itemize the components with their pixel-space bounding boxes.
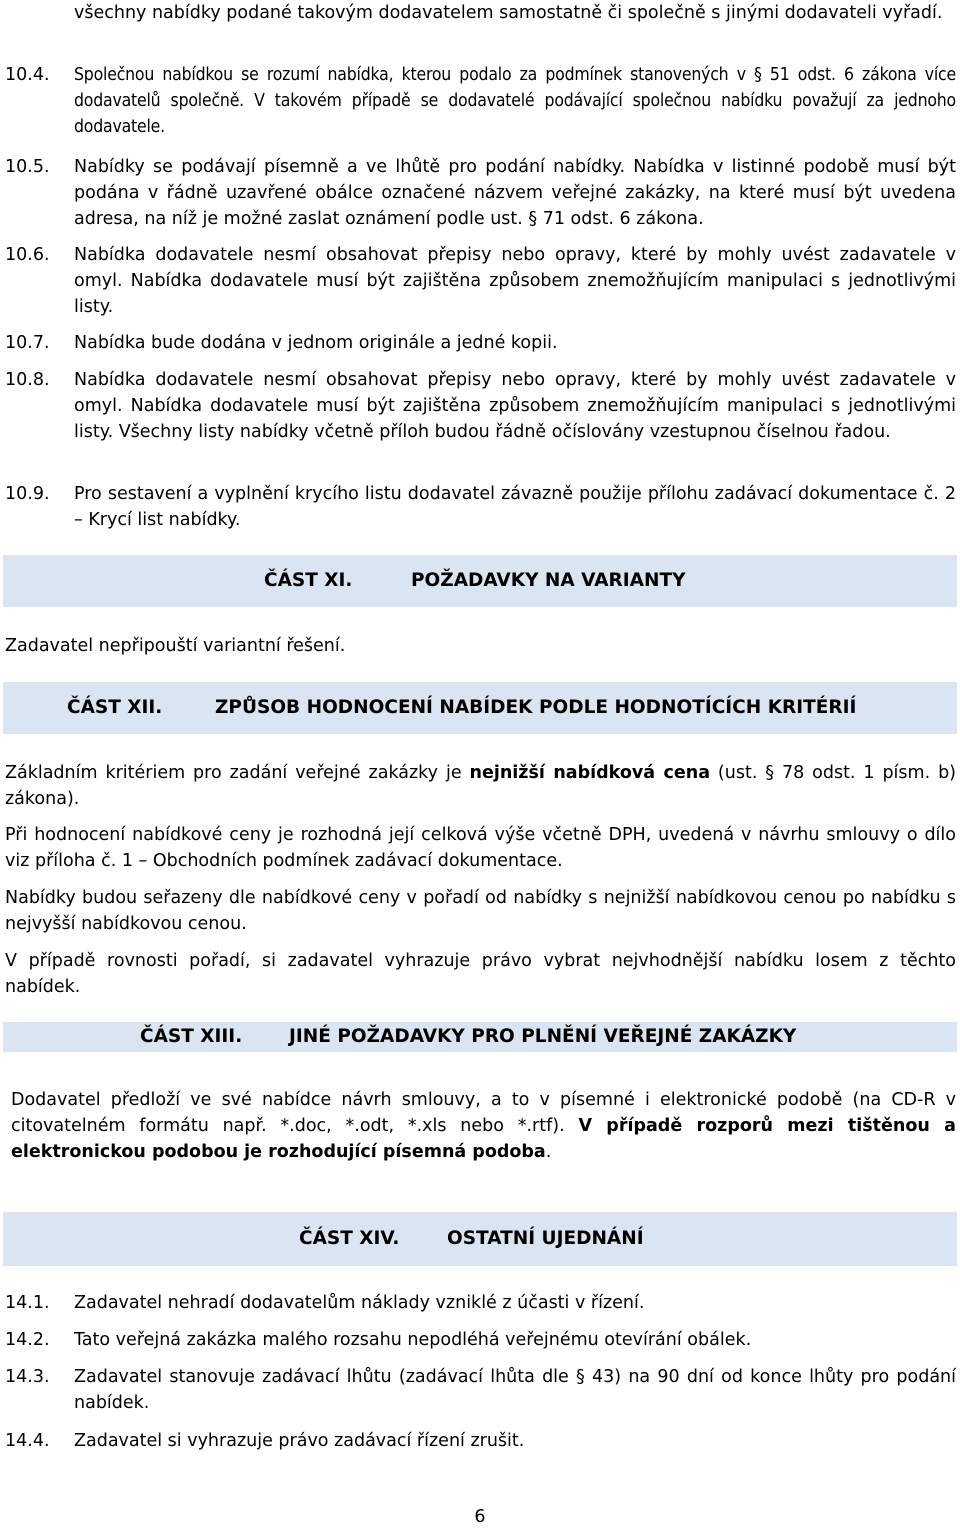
item-text: Zadavatel si vyhrazuje právo zadávací řízení zrušit. — [74, 1431, 525, 1451]
emphasis: nejnižší nabídková cena — [469, 763, 711, 783]
item-text: Pro sestavení a vyplnění krycího listu dodavatel závazně použije přílohu zadávací dokumentace č. 2 – Krycí list nabídky. — [74, 484, 956, 530]
item-text: Zadavatel nehradí dodavatelům náklady vzniklé z účasti v řízení. — [74, 1293, 645, 1313]
item-text: Zadavatel stanovuje zadávací lhůtu (zadávací lhůta dle § 43) na 90 dní od konce lhůty pro podání nabídek. — [74, 1367, 956, 1413]
item-number: 14.4. — [5, 1431, 50, 1451]
emphasis: V případě rozporů mezi tištěnou a elektronickou podobou je rozhodující písemná podoba — [11, 1116, 956, 1162]
item-number: 10.6. — [5, 245, 50, 265]
item-number: 14.1. — [5, 1293, 50, 1313]
item-number: 14.3. — [5, 1367, 50, 1387]
section-title: OSTATNÍ UJEDNÁNÍ — [447, 1228, 644, 1249]
item-number: 10.7. — [5, 333, 50, 353]
paragraph: Při hodnocení nabídkové ceny je rozhodná její celková výše včetně DPH, uvedená v návrhu smlouvy o dílo viz příloha č. 1 – Obchodních podmínek zadávací dokumentace. — [5, 825, 956, 871]
item-number: 10.8. — [5, 370, 50, 390]
section-number: ČÁST XII. — [67, 697, 163, 718]
item-number: 10.9. — [5, 484, 50, 504]
section-number: ČÁST XIII. — [140, 1026, 243, 1047]
section-title: JINÉ POŽADAVKY PRO PLNĚNÍ VEŘEJNÉ ZAKÁZKY — [289, 1026, 797, 1047]
page-number: 6 — [474, 1507, 486, 1527]
item-number: 14.2. — [5, 1330, 50, 1350]
paragraph: V případě rovnosti pořadí, si zadavatel vyhrazuje právo vybrat nejvhodnější nabídku losem z těchto nabídek. — [5, 951, 956, 997]
item-text: Nabídky se podávají písemně a ve lhůtě pro podání nabídky. Nabídka v listinné podobě musí být podána v řádně uzavřené obálce označené názvem veřejné zakázky, na které musí být uvedena adresa, na níž je možné zaslat oznámení podle ust. § 71 odst. 6 zákona. — [74, 157, 956, 229]
item-text: Společnou nabídkou se rozumí nabídka, kterou podalo za podmínek stanovených v § 51 odst. 6 zákona více dodavatelů společně. V takovém případě se dodavatelé podávající společnou nabídku považují za jednoho dodavatele. — [74, 65, 956, 137]
continued-paragraph: všechny nabídky podané takovým dodavatelem samostatně či společně s jinými dodavateli vyřadí. — [74, 3, 943, 23]
section-heading-part-xiii — [3, 1022, 957, 1052]
section-title: POŽADAVKY NA VARIANTY — [411, 570, 686, 591]
paragraph: Dodavatel předloží ve své nabídce návrh smlouvy, a to v písemné i elektronické podobě (na CD-R v citovatelném formátu např. *.doc, *.odt, *.xls nebo *.rtf). V případě rozporů mezi tištěnou a elektronickou podobou je rozhodující písemná podoba. — [11, 1090, 956, 1162]
section-number: ČÁST XIV. — [299, 1228, 400, 1249]
item-number: 10.5. — [5, 157, 50, 177]
section-title: ZPŮSOB HODNOCENÍ NABÍDEK PODLE HODNOTÍCÍCH KRITÉRIÍ — [215, 697, 857, 718]
paragraph: Nabídky budou seřazeny dle nabídkové ceny v pořadí od nabídky s nejnižší nabídkovou cenou po nabídku s nejvyšší nabídkovou cenou. — [5, 888, 956, 934]
item-text: Nabídka dodavatele nesmí obsahovat přepisy nebo opravy, které by mohly uvést zadavatele v omyl. Nabídka dodavatele musí být zajištěna způsobem znemožňujícím manipulaci s jednotlivými listy. — [74, 245, 956, 317]
section-heading-part-xii — [3, 682, 957, 734]
item-text: Nabídka dodavatele nesmí obsahovat přepisy nebo opravy, které by mohly uvést zadavatele v omyl. Nabídka dodavatele musí být zajištěna způsobem znemožňujícím manipulaci s jednotlivými listy. Všechny listy nabídky včetně příloh budou řádně očíslovány vzestupnou číselnou řadou. — [74, 370, 956, 442]
item-number: 10.4. — [5, 65, 50, 85]
section-number: ČÁST XI. — [264, 570, 353, 591]
section-heading-part-xi — [3, 555, 957, 607]
paragraph: Základním kritériem pro zadání veřejné zakázky je nejnižší nabídková cena (ust. § 78 odst. 1 písm. b) zákona). — [5, 763, 956, 809]
section-heading-part-xiv — [3, 1212, 957, 1266]
item-text: Nabídka bude dodána v jednom originále a jedné kopii. — [74, 333, 558, 353]
item-text: Tato veřejná zakázka malého rozsahu nepodléhá veřejnému otevírání obálek. — [74, 1330, 752, 1350]
paragraph: Zadavatel nepřipouští variantní řešení. — [5, 636, 346, 656]
